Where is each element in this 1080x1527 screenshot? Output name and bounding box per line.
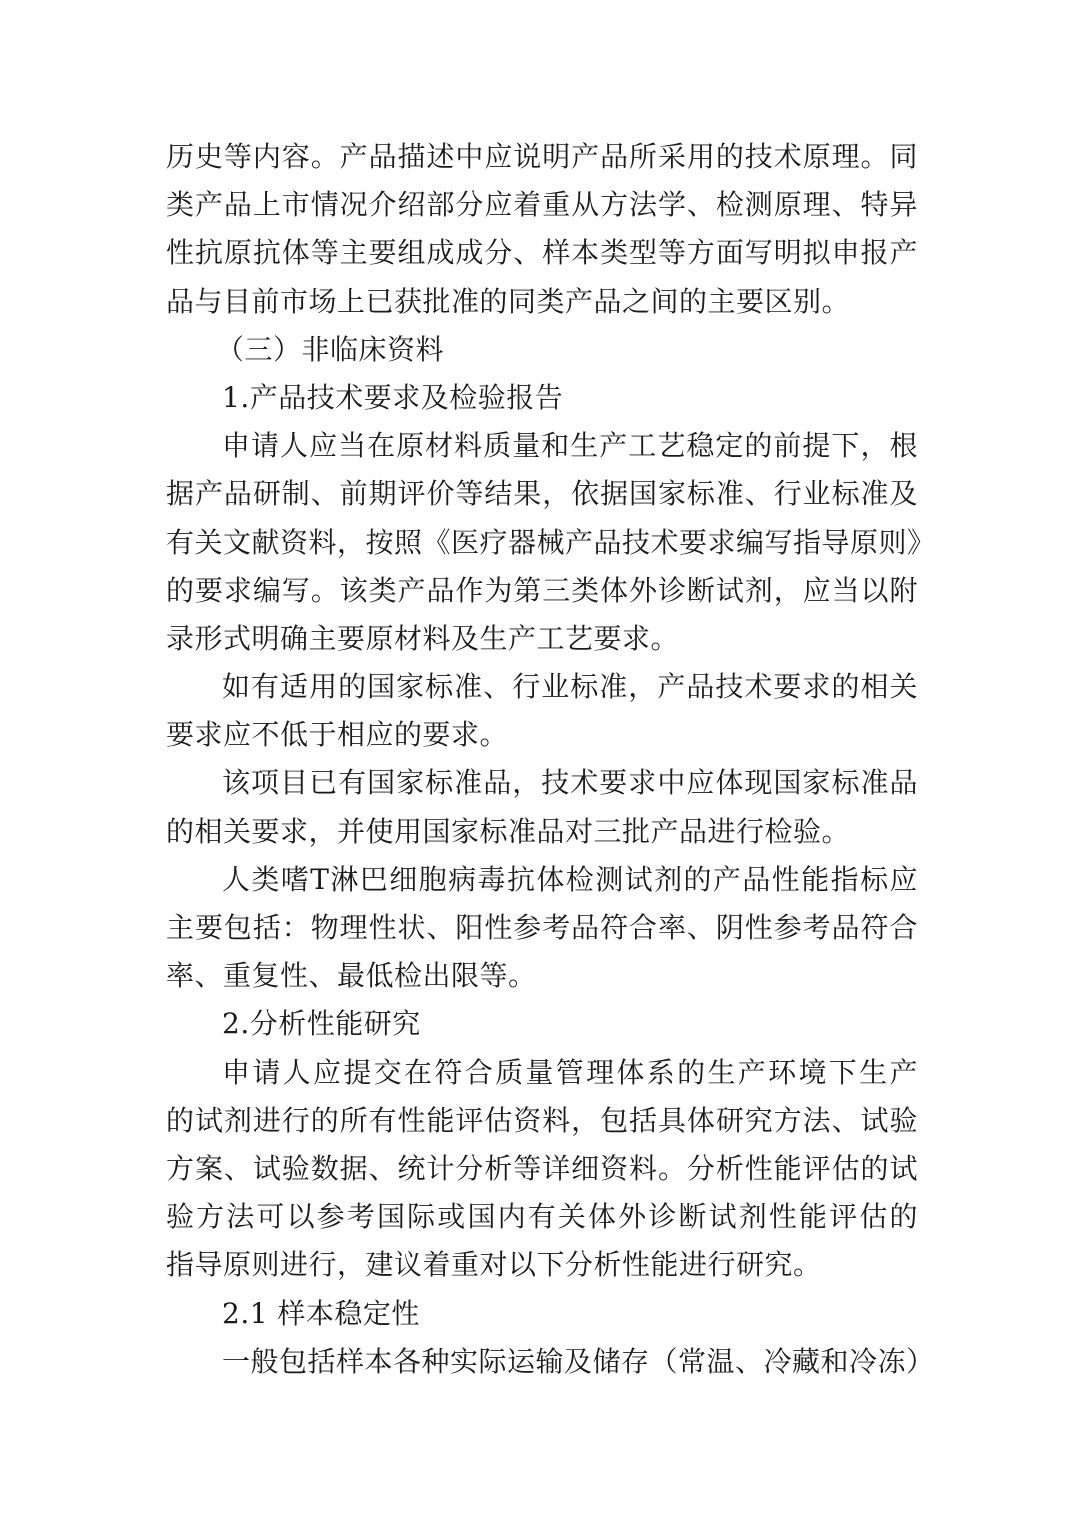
text-line: 性抗原抗体等主要组成成分、样本类型等方面写明拟申报产 [166,236,918,270]
text-line: 如有适用的国家标准、行业标准，产品技术要求的相关 [222,670,918,704]
text-line: 的相关要求，并使用国家标准品对三批产品进行检验。 [166,814,851,848]
text-line: 录形式明确主要原材料及生产工艺要求。 [166,621,680,655]
text-line: 类产品上市情况介绍部分应着重从方法学、检测原理、特异 [166,188,918,222]
text-line: 1.产品技术要求及检验报告 [222,380,564,414]
section-heading: （三）非临床资料 [216,332,445,366]
text-line: 主要包括：物理性状、阳性参考品符合率、阴性参考品符合 [166,911,918,944]
text-line: 有关文献资料，按照《医疗器械产品技术要求编写指导原则》 [166,525,936,559]
text-line: 要求应不低于相应的要求。 [166,718,509,752]
text-line: 2.1 样本稳定性 [222,1296,420,1330]
text-line: 申请人应当在原材料质量和生产工艺稳定的前提下，根 [222,429,918,463]
text-line: 据产品研制、前期评价等结果，依据国家标准、行业标准及 [166,477,918,511]
text-line: 方案、试验数据、统计分析等详细资料。分析性能评估的试 [166,1151,918,1185]
text-line: 人类嗜T淋巴细胞病毒抗体检测试剂的产品性能指标应 [222,862,918,896]
body-text [166,133,936,1386]
text-line: 品与目前市场上已获批准的同类产品之间的主要区别。 [166,284,851,318]
text-line: 的要求编写。该类产品作为第三类体外诊断试剂，应当以附 [166,573,918,607]
text-line: 该项目已有国家标准品，技术要求中应体现国家标准品 [222,766,918,800]
text-line: 率、重复性、最低检出限等。 [166,959,537,993]
text-line: 的试剂进行的所有性能评估资料，包括具体研究方法、试验 [166,1103,918,1137]
text-line: 验方法可以参考国际或国内有关体外诊断试剂性能评估的 [166,1200,918,1234]
text-line: 一般包括样本各种实际运输及储存（常温、冷藏和冷冻） [222,1344,935,1378]
text-line: 指导原则进行，建议着重对以下分析性能进行研究。 [166,1248,822,1282]
text-line: 申请人应提交在符合质量管理体系的生产环境下生产 [222,1055,918,1089]
text-line: 历史等内容。产品描述中应说明产品所采用的技术原理。同 [166,140,918,173]
text-line: 2.分析性能研究 [222,1007,421,1041]
